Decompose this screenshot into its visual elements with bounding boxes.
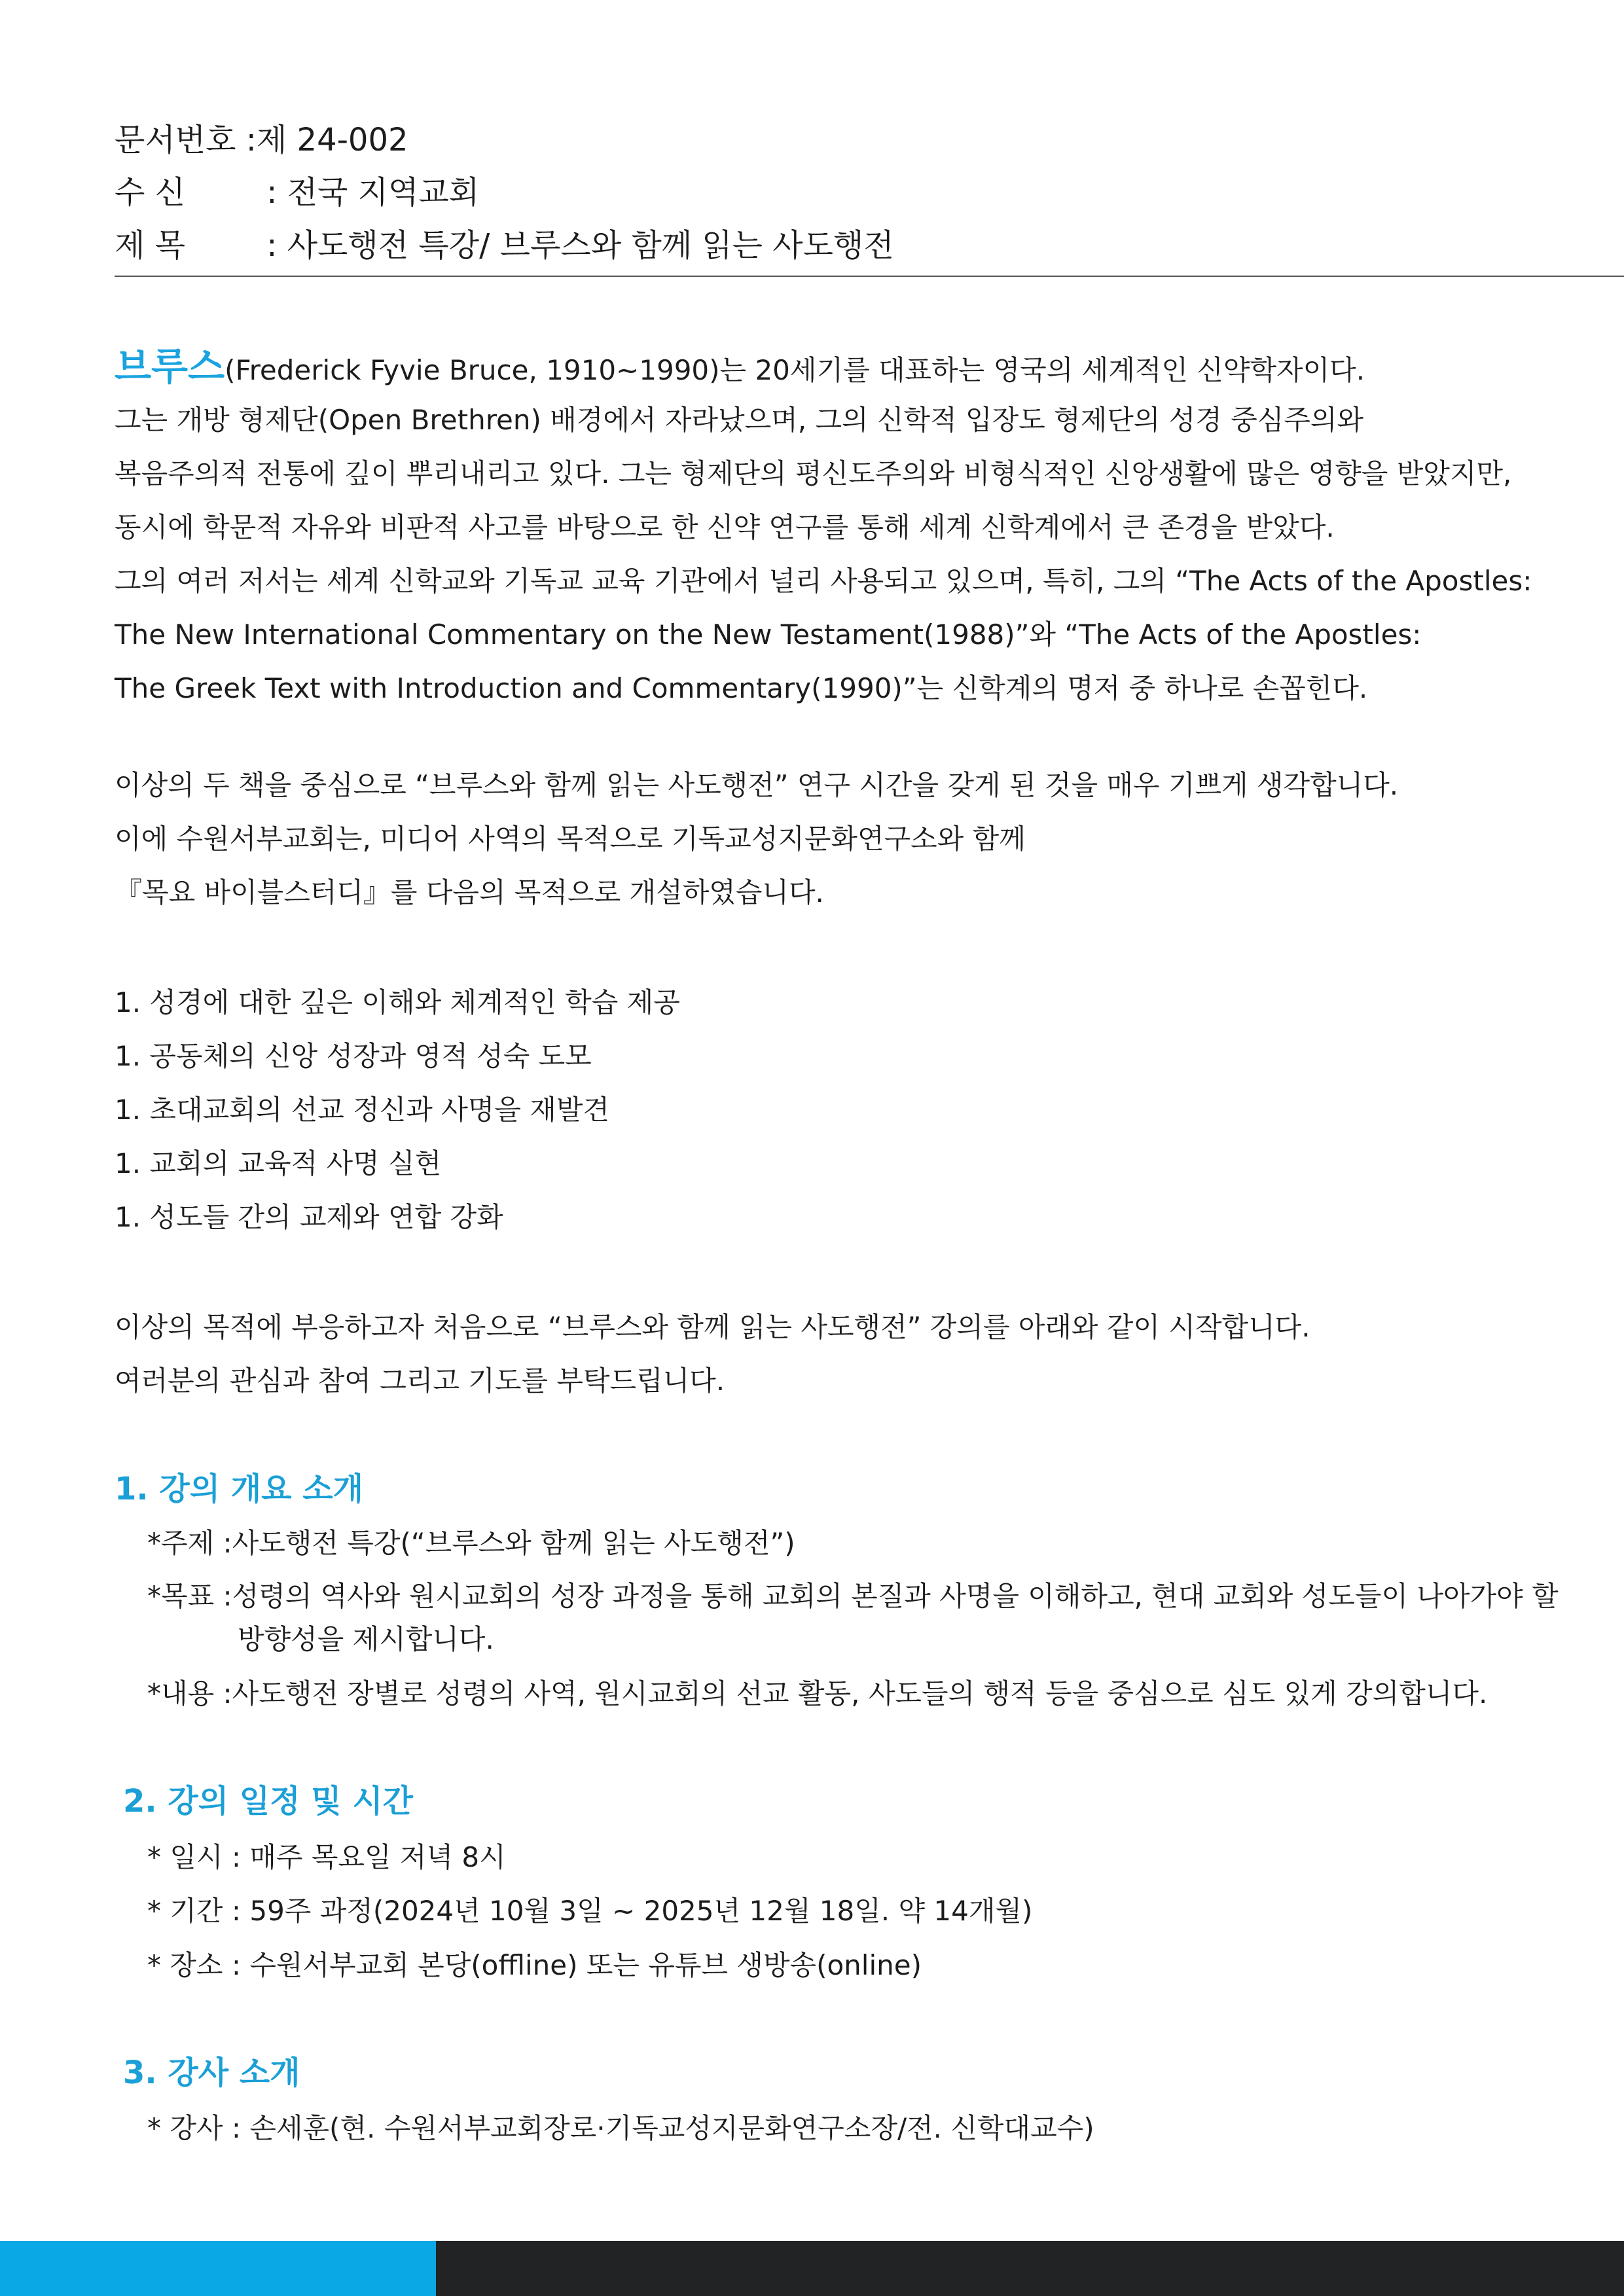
doc-number-value: 제 24-002 — [256, 122, 408, 158]
intro-line — [115, 340, 1532, 393]
footer-bar-blue — [0, 2241, 436, 2296]
goal-label: *목표 : — [147, 1580, 232, 1612]
footer-bar-dark — [436, 2241, 1624, 2296]
list-item: 1. 공동체의 신앙 성장과 영적 성숙 도모 — [115, 1040, 592, 1072]
topic-text: 사도행전 특강(“브루스와 함께 읽는 사도행전”) — [232, 1527, 795, 1559]
doc-number-label: 문서번호 : — [115, 122, 257, 158]
intro-line: The New International Commentary on the New Testament(1988)”와 “The Acts of the Apostles: — [115, 619, 1422, 651]
purpose-intro-line: 『목요 바이블스터디』를 다음의 목적으로 개설하였습니다. — [115, 876, 824, 908]
header-divider — [115, 276, 1624, 277]
schedule-place: * 장소 : 수원서부교회 본당(offline) 또는 유튜브 생방송(online) — [147, 1949, 922, 1981]
intro-paragraph — [115, 340, 1532, 715]
intro-line: The Greek Text with Introduction and Commentary(1990)”는 신학계의 명저 중 하나로 손꼽힌다. — [115, 672, 1368, 704]
doc-number-line — [115, 120, 408, 160]
list-item: 1. 교회의 교육적 사명 실현 — [115, 1147, 442, 1179]
lecturer-info: * 강사 : 손세훈(현. 수원서부교회장로·기독교성지문화연구소장/전. 신학대교수) — [147, 2112, 1094, 2144]
recipient-label: 수 신 — [115, 174, 185, 211]
closing-paragraph — [115, 1300, 1310, 1408]
intro-line: 동시에 학문적 자유와 비판적 사고를 바탕으로 한 신약 연구를 통해 세계 신학계에서 큰 존경을 받았다. — [115, 511, 1335, 543]
schedule-period: * 기간 : 59주 과정(2024년 10월 3일 ~ 2025년 12월 18일. 약 14개월) — [147, 1895, 1033, 1927]
closing-line: 이상의 목적에 부응하고자 처음으로 “브루스와 함께 읽는 사도행전” 강의를 아래와 같이 시작합니다. — [115, 1311, 1310, 1343]
list-item: 1. 성경에 대한 깊은 이해와 체계적인 학습 제공 — [115, 986, 680, 1018]
intro-line: 그는 개방 형제단(Open Brethren) 배경에서 자라났으며, 그의 신학적 입장도 형제단의 성경 중심주의와 — [115, 404, 1364, 436]
goal-text-continued: 방향성을 제시합니다. — [238, 1623, 494, 1655]
recipient-value: : 전국 지역교회 — [257, 174, 480, 211]
section-1-title: 1. 강의 개요 소개 — [115, 1471, 363, 1507]
purpose-list — [115, 976, 680, 1244]
bruce-name: 브루스 — [115, 344, 225, 389]
list-item: 1. 초대교회의 선교 정신과 사명을 재발견 — [115, 1094, 609, 1126]
intro-line-1-text: (Frederick Fyvie Bruce, 1910~1990)는 20세기를 대표하는 영국의 세계적인 신약학자이다. — [225, 354, 1365, 386]
list-item: 1. 성도들 간의 교제와 연합 강화 — [115, 1201, 503, 1233]
subject-line — [115, 226, 894, 265]
intro-line: 그의 여러 저서는 세계 신학교와 기독교 교육 기관에서 널리 사용되고 있으며, 특히, 그의 “The Acts of the Apostles: — [115, 565, 1532, 597]
content-text: 사도행전 장별로 성령의 사역, 원시교회의 선교 활동, 사도들의 행적 등을 중심으로 심도 있게 강의합니다. — [232, 1677, 1488, 1710]
lecture-topic — [147, 1524, 795, 1563]
closing-line: 여러분의 관심과 참여 그리고 기도를 부탁드립니다. — [115, 1365, 725, 1397]
topic-label: *주제 : — [147, 1527, 232, 1559]
content-label: *내용 : — [147, 1677, 232, 1710]
subject-value: : 사도행전 특강/ 브루스와 함께 읽는 사도행전 — [257, 227, 894, 264]
purpose-intro-paragraph — [115, 759, 1398, 920]
purpose-intro-line: 이상의 두 책을 중심으로 “브루스와 함께 읽는 사도행전” 연구 시간을 갖게 된 것을 매우 기쁘게 생각합니다. — [115, 769, 1399, 801]
section-2-title: 2. 강의 일정 및 시간 — [123, 1783, 414, 1820]
purpose-intro-line: 이에 수원서부교회는, 미디어 사역의 목적으로 기독교성지문화연구소와 함께 — [115, 823, 1026, 855]
goal-text: 성령의 역사와 원시교회의 성장 과정을 통해 교회의 본질과 사명을 이해하고, 현대 교회와 성도들이 나아가야 할 — [232, 1580, 1559, 1612]
section-3-title: 3. 강사 소개 — [123, 2054, 300, 2091]
recipient-line — [115, 173, 479, 212]
lecture-content — [147, 1674, 1487, 1713]
subject-label: 제 목 — [115, 227, 185, 264]
schedule-time: * 일시 : 매주 목요일 저녁 8시 — [147, 1841, 506, 1873]
lecture-goal — [147, 1577, 1559, 1616]
intro-line: 복음주의적 전통에 깊이 뿌리내리고 있다. 그는 형제단의 평신도주의와 비형식적인 신앙생활에 많은 영향을 받았지만, — [115, 457, 1512, 490]
